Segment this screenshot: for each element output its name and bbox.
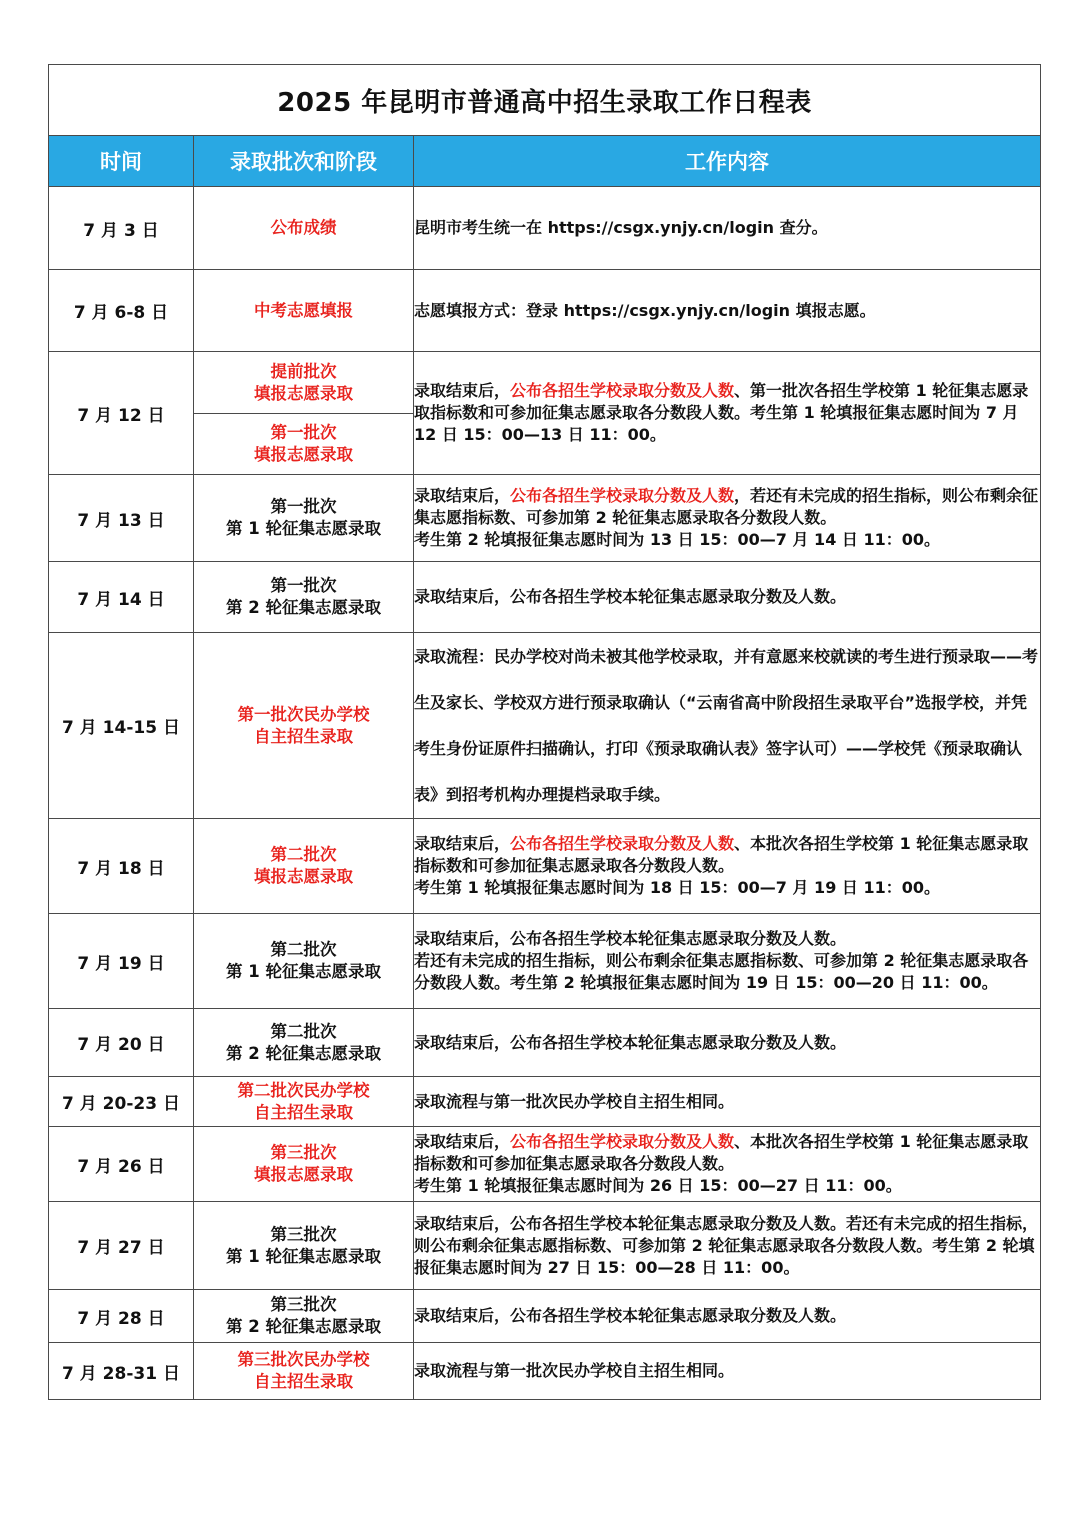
stage-line: 第三批次民办学校 [237, 1350, 370, 1369]
content-cell: 录取流程与第一批次民办学校自主招生相同。 [414, 1077, 1041, 1127]
stage-line: 第二批次 [270, 1021, 337, 1041]
content-text: 、第一批次各招生学校第 1 轮征集志愿录取指标数和可参加征集志愿录取各分数段人数。考生第 1 轮填报征集志愿时间为 7 月 12 日 15：00—13 日 11：00。 [414, 381, 1029, 444]
date-cell: 7 月 28 日 [49, 1290, 194, 1343]
table-row [49, 187, 1041, 270]
table-row [49, 1202, 1041, 1290]
content-cell: 录取结束后，公布各招生学校本轮征集志愿录取分数及人数。 [414, 1290, 1041, 1343]
content-cell [414, 475, 1041, 562]
date-cell: 7 月 27 日 [49, 1202, 194, 1290]
content-cell: 昆明市考生统一在 https://csgx.ynjy.cn/login 查分。 [414, 187, 1041, 270]
stage-cell [194, 414, 414, 475]
stage-cell [194, 914, 414, 1009]
content-highlight: 公布各招生学校录取分数及人数 [510, 834, 735, 853]
page-title: 2025 年昆明市普通高中招生录取工作日程表 [49, 65, 1041, 136]
content-cell: 录取结束后，公布各招生学校本轮征集志愿录取分数及人数。 [414, 562, 1041, 633]
stage-line: 自主招生录取 [254, 726, 353, 746]
content-cell [414, 819, 1041, 914]
stage-line: 第二批次 [270, 940, 337, 959]
stage-line: 中考志愿填报 [254, 300, 353, 320]
content-cell [414, 1127, 1041, 1202]
stage-line: 第三批次 [270, 1224, 337, 1244]
stage-cell [194, 1202, 414, 1290]
stage-cell [194, 270, 414, 352]
content-line: 考生第 1 轮填报征集志愿时间为 26 日 15：00—27 日 11：00。 [414, 1176, 902, 1195]
stage-cell [194, 475, 414, 562]
stage-cell [194, 633, 414, 819]
schedule-table [48, 64, 1041, 1400]
header-row [49, 136, 1041, 187]
content-line: 录取结束后，公布各招生学校本轮征集志愿录取分数及人数。 [414, 929, 847, 948]
stage-line: 填报志愿录取 [254, 445, 353, 464]
table-row [49, 270, 1041, 352]
stage-cell [194, 352, 414, 414]
stage-line: 第一批次 [270, 497, 337, 516]
date-cell: 7 月 12 日 [49, 352, 194, 475]
content-text: 录取结束后， [414, 381, 511, 400]
stage-line: 第二批次民办学校 [237, 1080, 370, 1100]
header-time: 时间 [49, 136, 194, 187]
stage-line: 第 2 轮征集志愿录取 [226, 598, 381, 617]
stage-line: 第二批次 [270, 845, 337, 864]
header-content: 工作内容 [414, 136, 1041, 187]
stage-cell [194, 562, 414, 633]
stage-cell [194, 819, 414, 914]
stage-line: 第三批次 [270, 1143, 337, 1162]
stage-cell [194, 1009, 414, 1077]
table-row [49, 1290, 1041, 1343]
stage-cell [194, 1343, 414, 1400]
content-line: 考生第 1 轮填报征集志愿时间为 18 日 15：00—7 月 19 日 11：00。 [414, 878, 940, 897]
content-text: 、本批次各招生学校第 1 轮征集志愿录取指标数和可参加征集志愿录取各分数段人数。 [414, 834, 1029, 875]
content-cell [414, 352, 1041, 475]
date-cell: 7 月 28-31 日 [49, 1343, 194, 1400]
stage-line: 第一批次民办学校 [237, 704, 370, 724]
date-cell: 7 月 14 日 [49, 562, 194, 633]
content-cell: 志愿填报方式：登录 https://csgx.ynjy.cn/login 填报志愿。 [414, 270, 1041, 352]
table-row [49, 562, 1041, 633]
table-row [49, 914, 1041, 1009]
content-text: 、本批次各招生学校第 1 轮征集志愿录取指标数和可参加征集志愿录取各分数段人数。 [414, 1132, 1029, 1173]
content-text: 录取结束后， [414, 834, 511, 853]
content-cell: 录取流程：民办学校对尚未被其他学校录取，并有意愿来校就读的考生进行预录取——考生及家长、学校双方进行预录取确认（“云南省高中阶段招生录取平台”选报学校，并凭考生身份证原件扫描确认，打印《预录取确认表》签字认可）——学校凭《预录取确认表》到招考机构办理提档录取手续。 [414, 633, 1041, 819]
stage-line: 第 1 轮征集志愿录取 [226, 962, 381, 981]
content-highlight: 公布各招生学校录取分数及人数 [510, 381, 735, 400]
date-cell: 7 月 26 日 [49, 1127, 194, 1202]
stage-line: 填报志愿录取 [254, 1165, 353, 1184]
content-line: 若还有未完成的招生指标，则公布剩余征集志愿指标数、可参加第 2 轮征集志愿录取各分数段人数。考生第 2 轮填报征集志愿时间为 19 日 15：00—20 日 11：00。 [414, 951, 1029, 992]
stage-line: 提前批次 [270, 361, 337, 381]
header-stage: 录取批次和阶段 [194, 136, 414, 187]
content-text: 录取结束后， [414, 1132, 511, 1151]
date-cell: 7 月 18 日 [49, 819, 194, 914]
content-text: ，若还有未完成的招生指标，则公布剩余征集志愿指标数、可参加第 2 轮征集志愿录取各分数段人数。 [414, 486, 1039, 527]
table-row [49, 1127, 1041, 1202]
stage-line: 公布成绩 [270, 218, 337, 237]
stage-line: 第 1 轮征集志愿录取 [226, 1246, 381, 1266]
date-cell: 7 月 3 日 [49, 187, 194, 270]
stage-line: 自主招生录取 [254, 1372, 353, 1391]
content-cell: 录取流程与第一批次民办学校自主招生相同。 [414, 1343, 1041, 1400]
content-line: 考生第 2 轮填报征集志愿时间为 13 日 15：00—7 月 14 日 11：00。 [414, 530, 940, 549]
date-cell: 7 月 20 日 [49, 1009, 194, 1077]
table-row [49, 352, 1041, 414]
stage-line: 填报志愿录取 [254, 867, 353, 886]
stage-line: 第 2 轮征集志愿录取 [226, 1043, 381, 1063]
date-cell: 7 月 19 日 [49, 914, 194, 1009]
stage-cell [194, 187, 414, 270]
stage-line: 填报志愿录取 [254, 383, 353, 403]
title-row [49, 65, 1041, 136]
table-row [49, 475, 1041, 562]
stage-line: 第 2 轮征集志愿录取 [226, 1317, 381, 1336]
table-row [49, 1077, 1041, 1127]
stage-line: 第 1 轮征集志愿录取 [226, 519, 381, 538]
content-text: 录取结束后， [414, 486, 511, 505]
content-cell: 录取结束后，公布各招生学校本轮征集志愿录取分数及人数。若还有未完成的招生指标，则公布剩余征集志愿指标数、可参加第 2 轮征集志愿录取各分数段人数。考生第 2 轮填报征集志愿时间为 27 日 15：00—28 日 11：00。 [414, 1202, 1041, 1290]
stage-line: 第一批次 [270, 423, 337, 442]
stage-line: 第一批次 [270, 576, 337, 595]
content-highlight: 公布各招生学校录取分数及人数 [510, 486, 735, 505]
table-row [49, 633, 1041, 819]
content-cell [414, 914, 1041, 1009]
table-row [49, 1009, 1041, 1077]
stage-cell [194, 1077, 414, 1127]
date-cell: 7 月 13 日 [49, 475, 194, 562]
content-highlight: 公布各招生学校录取分数及人数 [510, 1132, 735, 1151]
stage-cell [194, 1127, 414, 1202]
date-cell: 7 月 20-23 日 [49, 1077, 194, 1127]
table-row [49, 1343, 1041, 1400]
stage-cell [194, 1290, 414, 1343]
table-row [49, 819, 1041, 914]
stage-line: 自主招生录取 [254, 1102, 353, 1122]
date-cell: 7 月 6-8 日 [49, 270, 194, 352]
date-cell: 7 月 14-15 日 [49, 633, 194, 819]
stage-line: 第三批次 [270, 1295, 337, 1314]
content-cell: 录取结束后，公布各招生学校本轮征集志愿录取分数及人数。 [414, 1009, 1041, 1077]
